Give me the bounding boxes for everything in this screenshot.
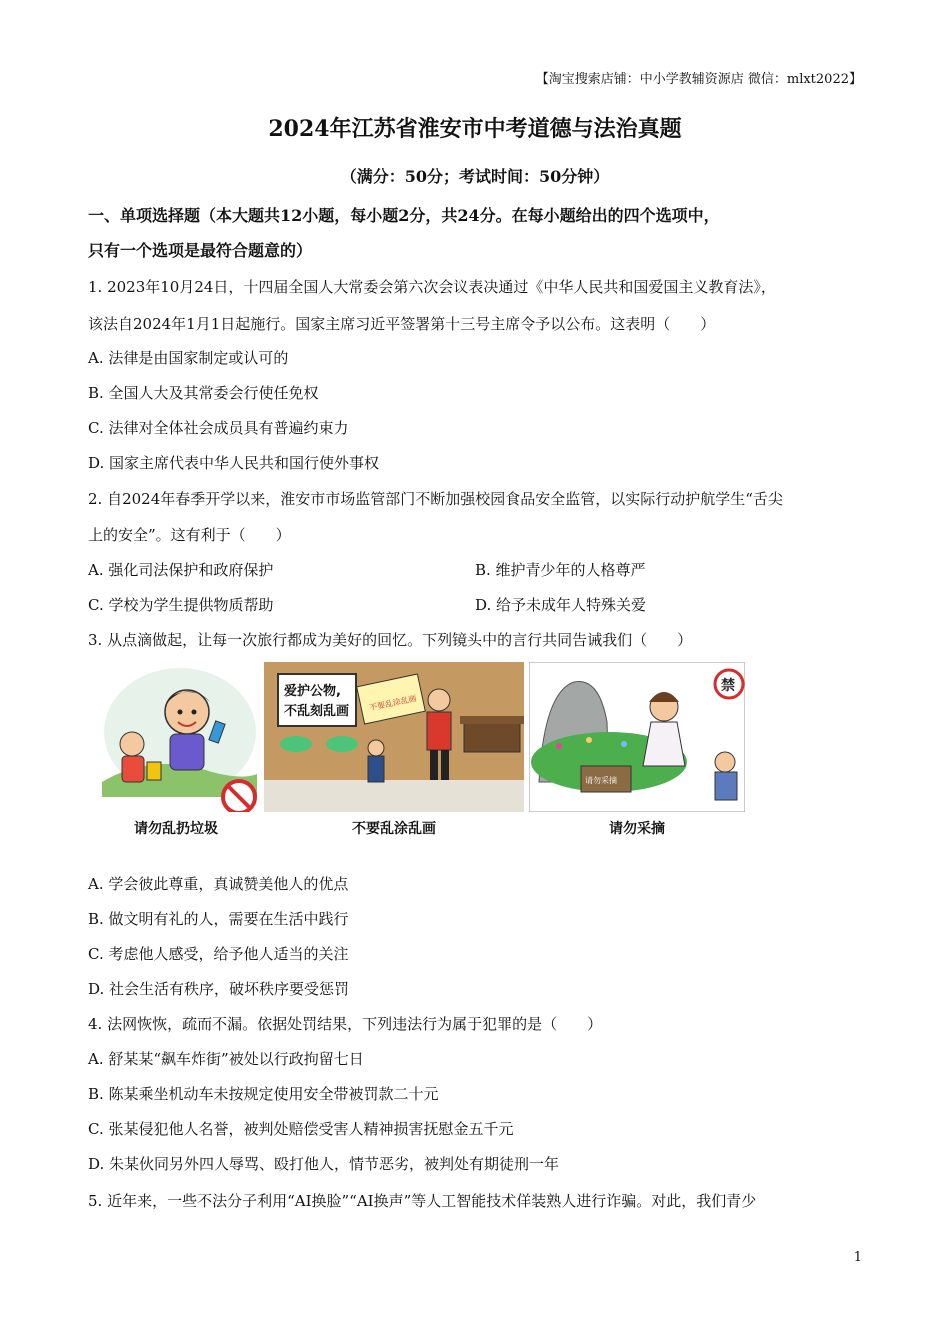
q3-stem: 3. 从点滴做起，让每一次旅行都成为美好的回忆。下列镜头中的言行共同告诫我们（ ） xyxy=(88,631,693,649)
q2-option-b: B. 维护青少年的人格尊严 xyxy=(475,561,646,579)
page-title: 2024年江苏省淮安市中考道德与法治真题 xyxy=(268,116,682,142)
illustration-no-littering xyxy=(92,662,260,816)
q3-option-b: B. 做文明有礼的人，需要在生活中践行 xyxy=(88,910,349,928)
caption-no-littering: 请勿乱扔垃圾 xyxy=(134,821,218,837)
q1-option-a: A. 法律是由国家制定或认可的 xyxy=(88,349,289,367)
q1-stem-line1: 1. 2023年10月24日，十四届全国人大常委会第六次会议表决通过《中华人民共和国爱国主义教育法》， xyxy=(88,278,776,296)
q4-option-a: A. 舒某某“飙车炸街”被处以行政拘留七日 xyxy=(88,1050,364,1068)
q5-stem-line1: 5. 近年来，一些不法分子利用“AI换脸”“AI换声”等人工智能技术佯装熟人进行诈骗。对此，我们青少 xyxy=(88,1192,757,1210)
q1-stem-line2: 该法自2024年1月1日起施行。国家主席习近平签署第十三号主席令予以公布。这表明（ ） xyxy=(88,315,716,333)
q3-option-d: D. 社会生活有秩序，破坏秩序要受惩罚 xyxy=(88,980,350,998)
stone-text: 请勿采摘 xyxy=(585,776,617,785)
q4-option-c: C. 张某侵犯他人名誉，被判处赔偿受害人精神损害抚慰金五千元 xyxy=(88,1120,514,1138)
q3-option-a: A. 学会彼此尊重，真诚赞美他人的优点 xyxy=(88,875,349,893)
illustration-no-graffiti xyxy=(264,662,524,816)
caption-no-graffiti: 不要乱涂乱画 xyxy=(352,821,436,837)
page-number: 1 xyxy=(853,1250,862,1265)
q3-option-c: C. 考虑他人感受，给予他人适当的关注 xyxy=(88,945,349,963)
q2-stem-line1: 2. 自2024年春季开学以来，淮安市市场监管部门不断加强校园食品安全监管，以实际行动护航学生“舌尖 xyxy=(88,490,783,508)
header-note: 【淘宝搜索店铺：中小学教辅资源店 微信：mlxt2022】 xyxy=(535,72,862,87)
sign-text-line1: 爱护公物, xyxy=(284,684,341,699)
q2-option-c: C. 学校为学生提供物质帮助 xyxy=(88,596,274,614)
illustration-no-picking xyxy=(529,662,745,816)
q2-stem-line2: 上的安全”。这有利于（ ） xyxy=(88,526,291,544)
q1-option-c: C. 法律对全体社会成员具有普遍约束力 xyxy=(88,419,349,437)
q2-option-a: A. 强化司法保护和政府保护 xyxy=(88,561,274,579)
section-heading-line2: 只有一个选项是最符合题意的） xyxy=(88,241,313,260)
q1-option-d: D. 国家主席代表中华人民共和国行使外事权 xyxy=(88,454,380,472)
q4-option-b: B. 陈某乘坐机动车未按规定使用安全带被罚款二十元 xyxy=(88,1085,439,1103)
q2-option-d: D. 给予未成年人特殊关爱 xyxy=(475,596,647,614)
sign-text-line2: 不乱刻乱画 xyxy=(284,704,350,719)
q1-option-b: B. 全国人大及其常委会行使任免权 xyxy=(88,384,319,402)
forbid-sign-text: 禁 xyxy=(721,678,735,694)
q4-stem: 4. 法网恢恢，疏而不漏。依据处罚结果，下列违法行为属于犯罪的是（ ） xyxy=(88,1015,603,1033)
q4-option-d: D. 朱某伙同另外四人辱骂、殴打他人，情节恶劣，被判处有期徒刑一年 xyxy=(88,1155,560,1173)
caption-no-picking: 请勿采摘 xyxy=(609,821,665,837)
exam-info: （满分：50分；考试时间：50分钟） xyxy=(340,167,610,186)
section-heading-line1: 一、单项选择题（本大题共12小题，每小题2分，共24分。在每小题给出的四个选项中， xyxy=(88,206,720,225)
note-text: 不要乱涂乱画 xyxy=(368,693,418,713)
